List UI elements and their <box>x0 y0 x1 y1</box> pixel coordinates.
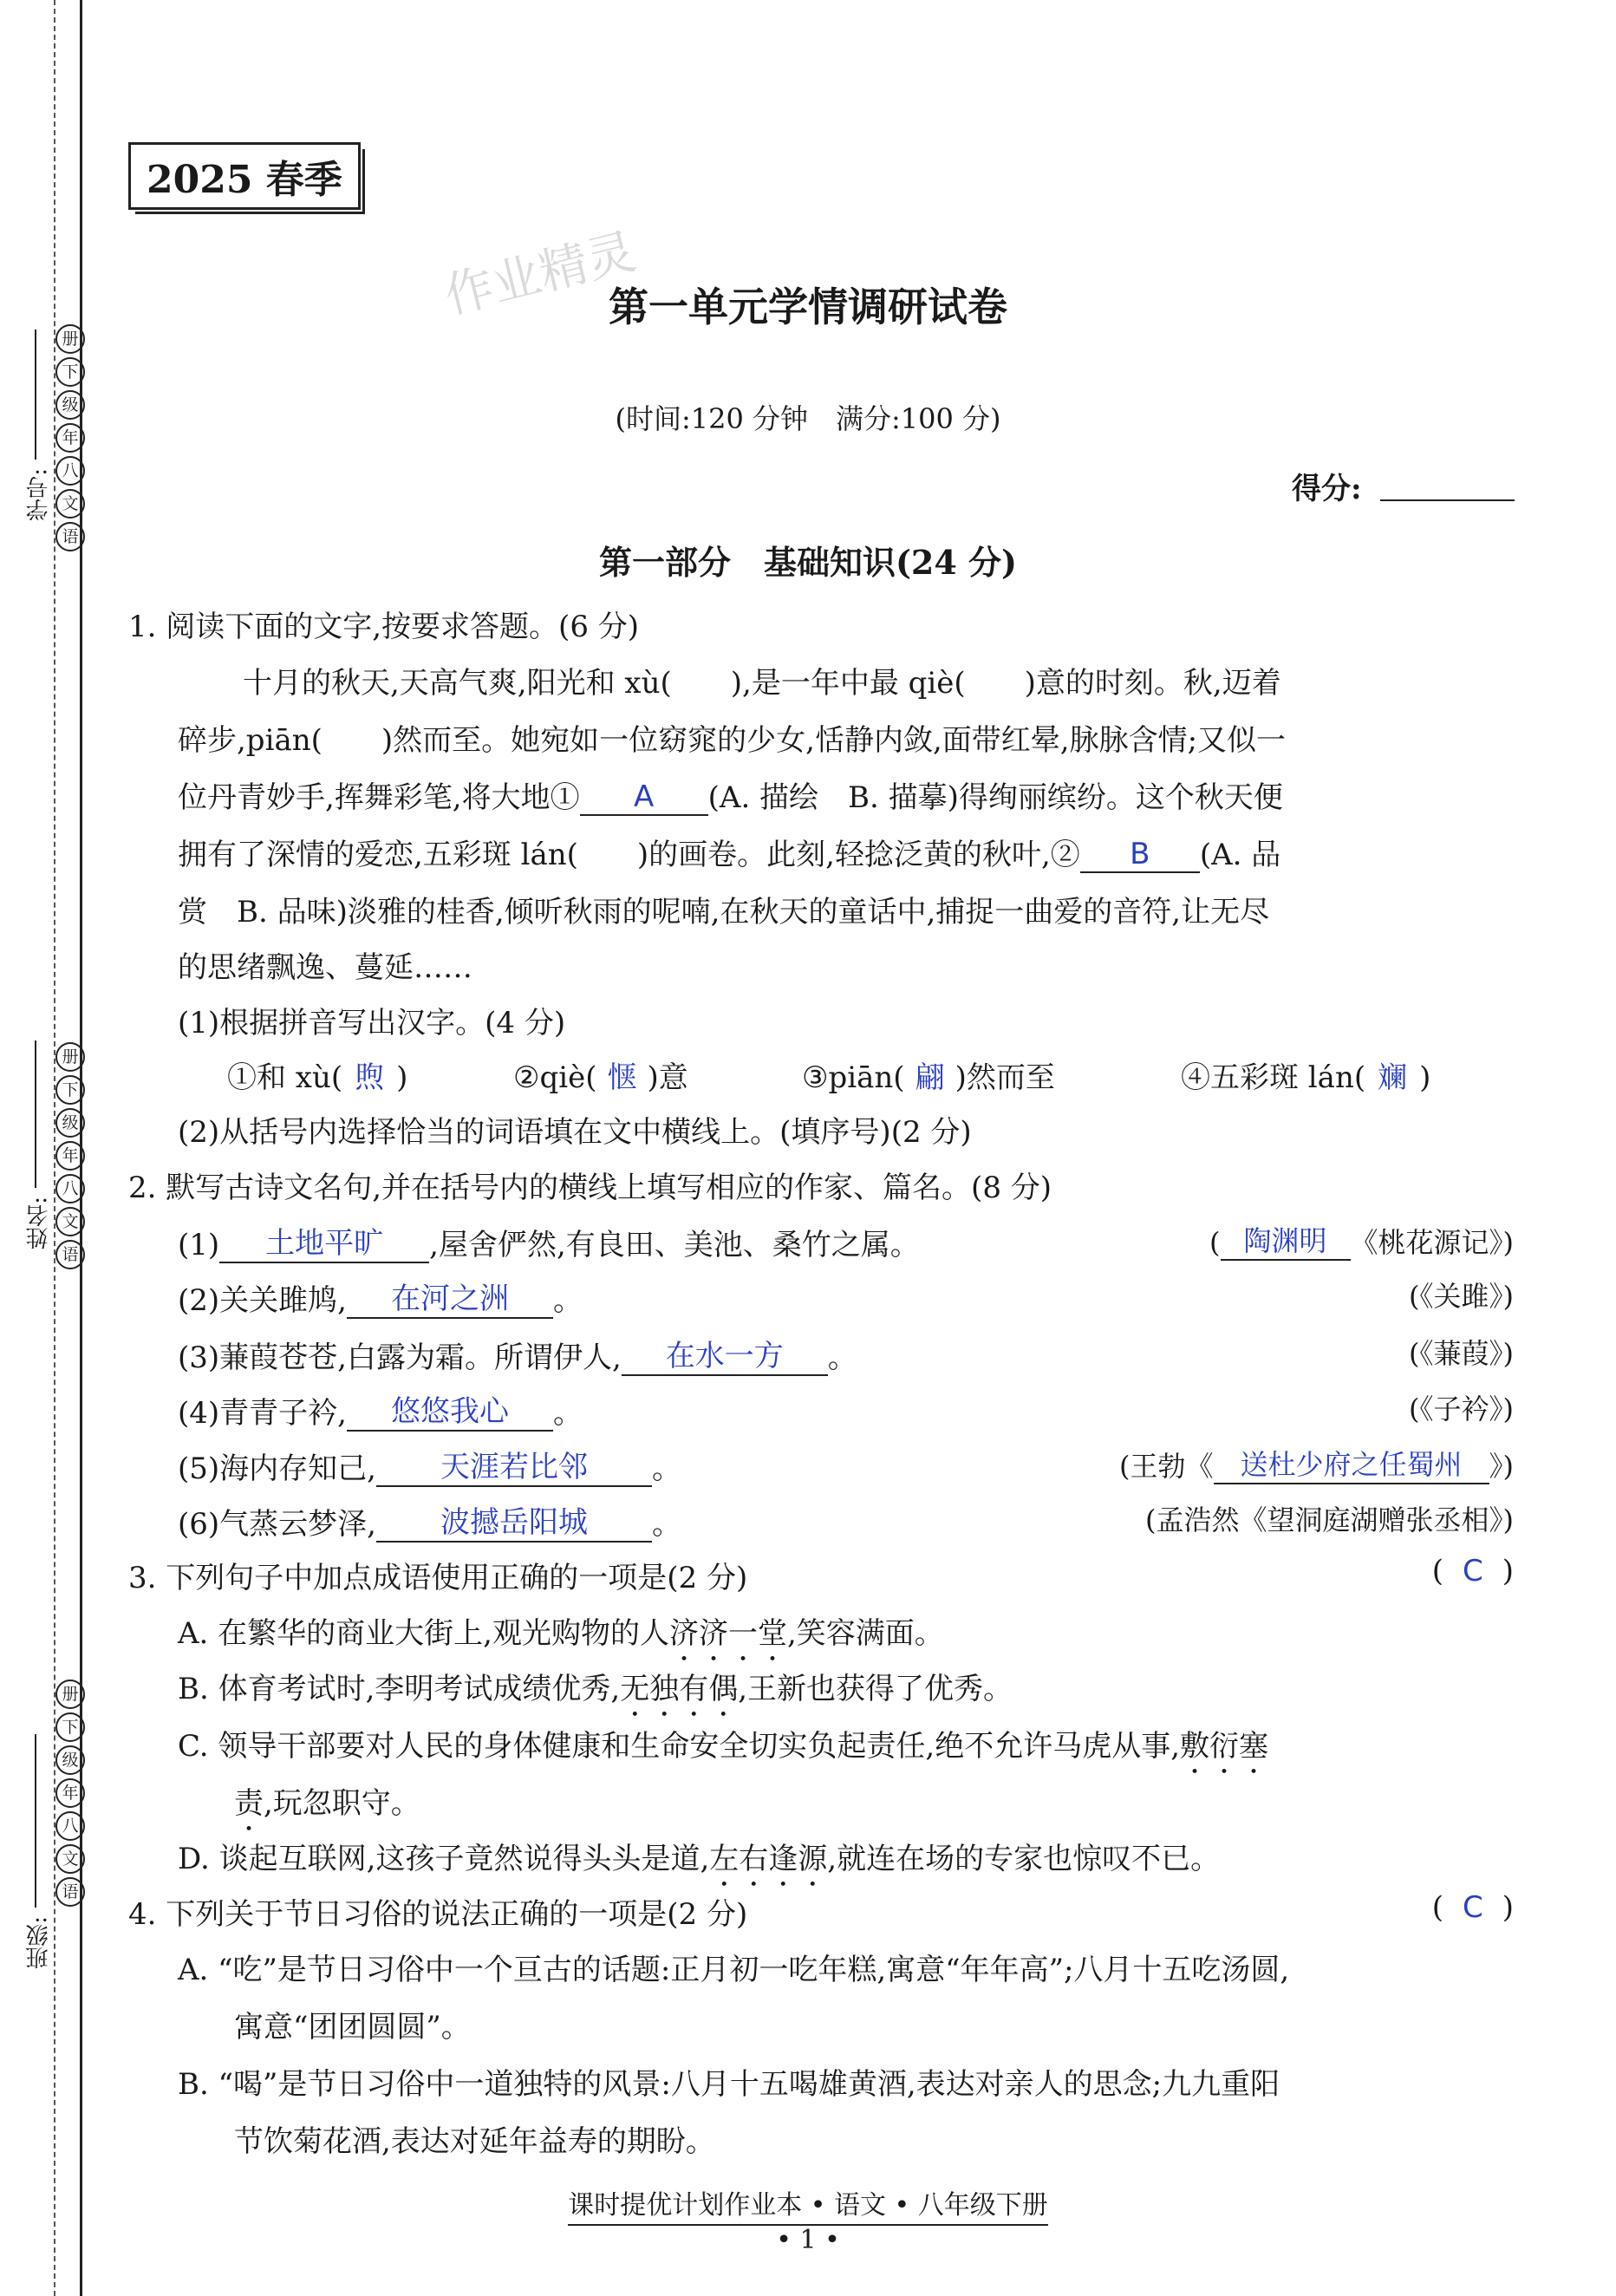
name-blank[interactable] <box>35 1040 36 1188</box>
poem-source <box>1209 1219 1514 1261</box>
option-text: ,笑容满面。 <box>786 1616 944 1651</box>
poem-line <box>178 1443 681 1487</box>
dotted-idiom: 左右逢源 <box>709 1842 828 1876</box>
poem-source: (《蒹葭》) <box>1409 1337 1514 1370</box>
pinyin-answer[interactable]: 煦 <box>355 1060 385 1095</box>
score-label: 得分: <box>1292 472 1362 506</box>
source-answer[interactable]: 送杜少府之任蜀州 <box>1214 1443 1489 1484</box>
poem-text: (2)关关雎鸠, <box>178 1283 347 1318</box>
dotted-idiom: 济济一堂 <box>668 1616 787 1651</box>
passage-text: 位丹青妙手,挥舞彩笔,将大地① <box>178 780 580 815</box>
poem-source <box>1119 1443 1514 1484</box>
q4-answer[interactable]: C <box>1462 1890 1483 1925</box>
q4-option-a: A. “吃”是节日习俗中一个亘古的话题:正月初一吃年糕,寓意“年年高”;八月十五吃汤圆, <box>178 1953 1290 1987</box>
pinyin-answer[interactable]: 翩 <box>915 1060 945 1095</box>
name-label: 姓名: <box>26 1197 52 1249</box>
option-text: B. 体育考试时,李明考试成绩优秀, <box>178 1672 621 1706</box>
q1-passage-line <box>178 831 1280 873</box>
option-text: D. 谈起互联网,这孩子竟然说得头头是道, <box>178 1842 710 1876</box>
book-stamp <box>55 1678 85 1908</box>
book-char: 八 <box>55 1174 85 1203</box>
q1-passage-line: 的思绪飘逸、蔓延…… <box>178 950 472 985</box>
q4-stem: 4. 下列关于节日习俗的说法正确的一项是(2 分) <box>128 1897 748 1932</box>
pinyin-item <box>513 1053 688 1096</box>
poem-answer[interactable]: 天涯若比邻 <box>376 1443 652 1487</box>
poem-source: (《子衿》) <box>1409 1393 1514 1425</box>
book-char: 八 <box>55 1811 85 1841</box>
footer-book-text: 课时提优计划作业本 • 语文 • 八年级下册 <box>568 2190 1048 2226</box>
q4-answer-bracket: ( C ) <box>1431 1890 1514 1925</box>
poem-answer[interactable]: 在河之洲 <box>347 1275 553 1319</box>
book-char: 级 <box>55 1108 85 1138</box>
book-char: 下 <box>55 357 85 387</box>
book-char: 文 <box>55 489 85 519</box>
poem-text: ,屋舍俨然,有良田、美池、桑竹之属。 <box>429 1228 920 1262</box>
source-text: 》) <box>1489 1450 1514 1483</box>
exam-time-info: (时间:120 分钟 满分:100 分) <box>615 402 1001 435</box>
q2-stem: 2. 默写古诗文名句,并在括号内的横线上填写相应的作家、篇名。(8 分) <box>128 1171 1052 1205</box>
source-answer[interactable]: 陶渊明 <box>1221 1219 1351 1261</box>
poem-answer[interactable]: 悠悠我心 <box>347 1387 553 1432</box>
page-title: 第一单元学情调研试卷 <box>609 284 1007 330</box>
q3-answer[interactable]: C <box>1462 1554 1483 1588</box>
pinyin-answer[interactable]: 斓 <box>1378 1060 1408 1095</box>
watermark: 作业精灵 <box>439 223 642 325</box>
poem-answer[interactable]: 波撼岳阳城 <box>376 1498 652 1543</box>
pinyin-item <box>227 1053 407 1096</box>
poem-line <box>178 1498 681 1543</box>
pinyin-suffix: ) <box>1419 1060 1431 1095</box>
poem-text: (1) <box>178 1228 220 1262</box>
option-text: ,王新也获得了优秀。 <box>738 1672 1013 1706</box>
pinyin-prompt: ①和 xù( <box>227 1060 343 1095</box>
book-char: 册 <box>55 1680 85 1709</box>
score-blank[interactable] <box>1380 499 1515 501</box>
class-blank[interactable] <box>35 1734 36 1908</box>
pinyin-suffix: ) <box>396 1060 408 1095</box>
pinyin-item <box>802 1053 1055 1096</box>
poem-answer[interactable]: 在水一方 <box>622 1332 828 1376</box>
page-number: • 1 • <box>776 2225 840 2255</box>
poem-line <box>178 1219 920 1263</box>
book-char: 语 <box>55 522 85 551</box>
book-char: 语 <box>55 1877 85 1907</box>
book-char: 年 <box>55 423 85 453</box>
poem-source: (孟浩然《望洞庭湖赠张丞相》) <box>1145 1503 1514 1536</box>
pinyin-suffix: )然而至 <box>955 1060 1055 1095</box>
q1-passage-line: 赏 B. 品味)淡雅的桂香,倾听秋雨的呢喃,在秋天的童话中,捕捉一曲爱的音符,让无尽 <box>178 895 1270 929</box>
source-text: (王勃《 <box>1119 1450 1214 1483</box>
q1-stem: 1. 阅读下面的文字,按要求答题。(6 分) <box>128 610 640 644</box>
book-stamp <box>55 1040 85 1271</box>
book-char: 八 <box>55 456 85 486</box>
q3-answer-bracket: ( C ) <box>1431 1554 1514 1588</box>
book-char: 年 <box>55 1141 85 1171</box>
q4-option-a-cont: 寓意“团团圆圆”。 <box>234 2010 471 2045</box>
book-char: 文 <box>55 1844 85 1874</box>
answer-blank-1[interactable]: A <box>580 779 708 816</box>
poem-text: (4)青青子衿, <box>178 1396 347 1431</box>
pinyin-prompt: ③piān( <box>802 1060 905 1095</box>
footer-book <box>0 2183 1616 2221</box>
part1-heading: 第一部分 基础知识(24 分) <box>598 543 1018 582</box>
q3-option-c <box>178 1722 1268 1781</box>
book-char: 年 <box>55 1778 85 1808</box>
poem-text: (3)蒹葭苍苍,白露为霜。所谓伊人, <box>178 1340 622 1375</box>
pinyin-prompt: ②qiè( <box>513 1060 597 1095</box>
q3-option-a <box>178 1609 944 1668</box>
source-text: ( <box>1209 1226 1221 1259</box>
poem-text: 。 <box>651 1451 681 1486</box>
option-text: ,玩忽职守。 <box>264 1786 420 1821</box>
poem-line <box>178 1387 583 1432</box>
dotted-idiom: 无独有偶 <box>620 1672 739 1706</box>
dotted-idiom: 责 <box>234 1786 264 1821</box>
season-badge: 2025 春季 <box>128 142 361 210</box>
q1-passage-line: 碎步,piān( )然而至。她宛如一位窈窕的少女,恬静内敛,面带红晕,脉脉含情;又似一 <box>178 723 1287 758</box>
q3-option-c-cont <box>234 1779 420 1838</box>
poem-line <box>178 1332 857 1376</box>
book-char: 语 <box>55 1240 85 1269</box>
book-char: 文 <box>55 1207 85 1236</box>
poem-source: (《关雎》) <box>1409 1280 1514 1313</box>
poem-text: 。 <box>827 1340 857 1375</box>
pinyin-item <box>1181 1053 1430 1096</box>
q1-passage-line <box>178 773 1283 816</box>
q4-option-b-cont: 节饮菊花酒,表达对延年益寿的期盼。 <box>234 2124 715 2159</box>
book-char: 下 <box>55 1075 85 1105</box>
q4-option-b: B. “喝”是节日习俗中一道独特的风景:八月十五喝雄黄酒,表达对亲人的思念;九九重阳 <box>178 2067 1280 2102</box>
pinyin-answer[interactable]: 惬 <box>607 1060 637 1095</box>
poem-text: (6)气蒸云梦泽, <box>178 1507 376 1542</box>
book-char: 级 <box>55 390 85 420</box>
option-text: C. 领导干部要对人民的身体健康和生命安全切实负起责任,绝不允许马虎从事, <box>178 1729 1181 1764</box>
book-stamp <box>55 323 85 553</box>
poem-line <box>178 1275 583 1319</box>
student-id-label: 学号: <box>26 468 52 521</box>
option-text: A. 在繁华的商业大街上,观光购物的人 <box>178 1616 669 1651</box>
book-char: 下 <box>55 1712 85 1742</box>
source-text: 《桃花源记》) <box>1350 1226 1514 1259</box>
poem-text: (5)海内存知己, <box>178 1451 376 1486</box>
passage-text: 拥有了深情的爱恋,五彩斑 lán( )的画卷。此刻,轻捻泛黄的秋叶,② <box>178 838 1080 872</box>
q1-sub2-label: (2)从括号内选择恰当的词语填在文中横线上。(填序号)(2 分) <box>178 1115 972 1150</box>
poem-text: 。 <box>552 1396 583 1431</box>
poem-answer[interactable]: 土地平旷 <box>219 1219 429 1263</box>
book-char: 级 <box>55 1745 85 1775</box>
dotted-idiom: 敷衍塞 <box>1180 1729 1269 1764</box>
q3-stem: 3. 下列句子中加点成语使用正确的一项是(2 分) <box>128 1561 748 1595</box>
pinyin-prompt: ④五彩斑 lán( <box>1181 1060 1366 1095</box>
pinyin-suffix: )意 <box>647 1060 688 1095</box>
book-char: 册 <box>55 1042 85 1072</box>
book-char: 册 <box>55 324 85 354</box>
option-text: ,就连在场的专家也惊叹不已。 <box>827 1842 1221 1876</box>
q1-passage-line: 十月的秋天,天高气爽,阳光和 xù( ),是一年中最 qiè( )意的时刻。秋,迈着 <box>243 666 1281 701</box>
poem-text: 。 <box>552 1283 583 1318</box>
answer-blank-2[interactable]: B <box>1080 837 1200 873</box>
passage-text: (A. 品 <box>1199 838 1281 872</box>
q3-option-b <box>178 1665 1013 1724</box>
q1-sub1-label: (1)根据拼音写出汉字。(4 分) <box>178 1006 566 1040</box>
q3-option-d <box>178 1835 1220 1894</box>
student-id-blank[interactable] <box>35 329 36 460</box>
passage-text: (A. 描绘 B. 描摹)得绚丽缤纷。这个秋天便 <box>707 780 1283 815</box>
poem-text: 。 <box>651 1507 681 1542</box>
class-label: 班级: <box>26 1916 52 1969</box>
